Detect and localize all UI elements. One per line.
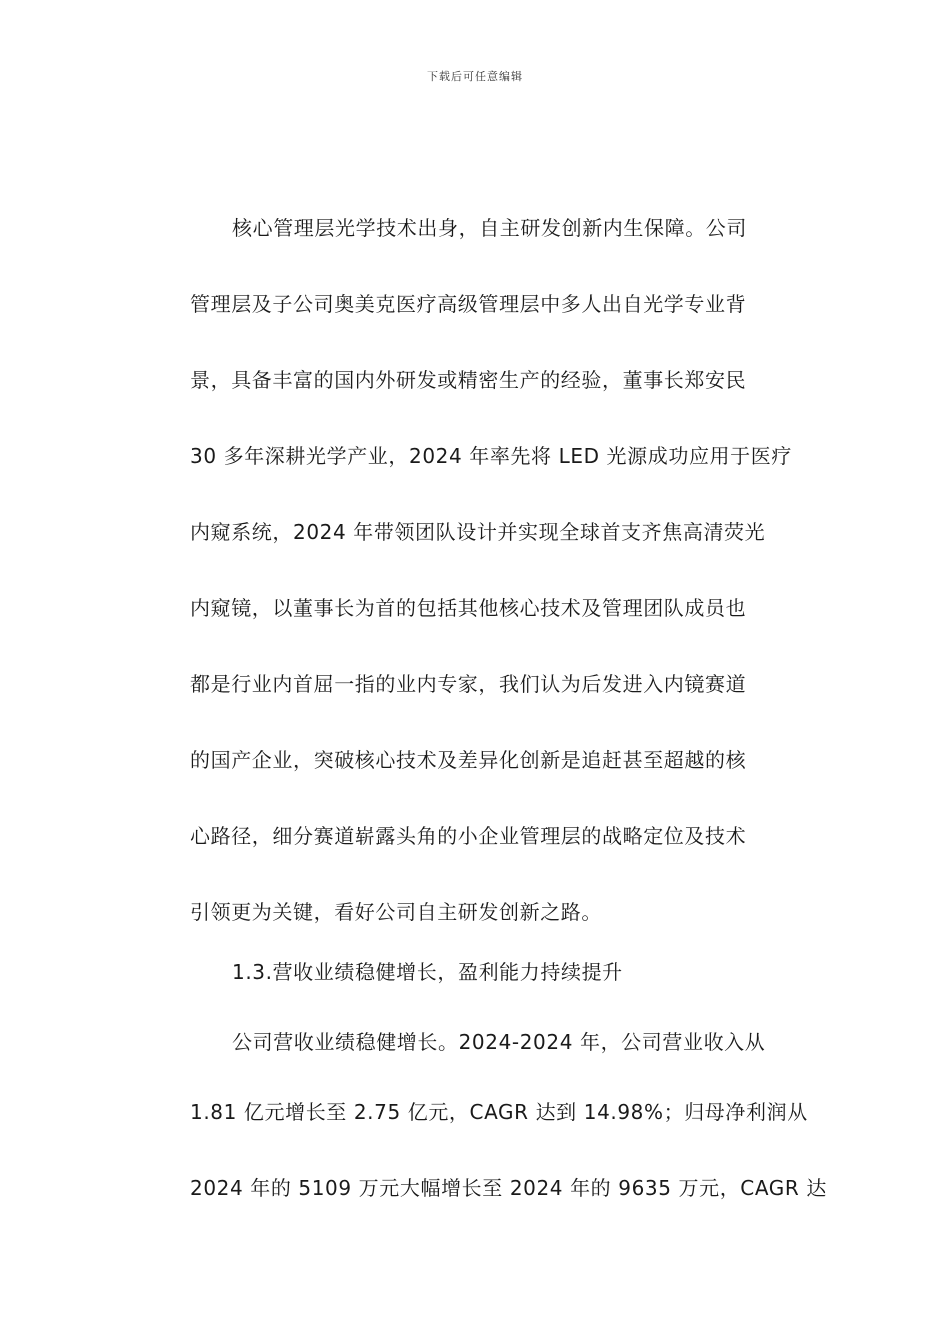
paragraph-line: 内窥系统，2024 年带领团队设计并实现全球首支齐焦高清荧光 (190, 520, 766, 544)
paragraph-line: 30 多年深耕光学产业，2024 年率先将 LED 光源成功应用于医疗 (190, 444, 792, 468)
paragraph-line: 心路径，细分赛道崭露头角的小企业管理层的战略定位及技术 (190, 824, 747, 848)
paragraph-line: 管理层及子公司奥美克医疗高级管理层中多人出自光学专业背 (190, 292, 747, 316)
paragraph-line: 引领更为关键，看好公司自主研发创新之路。 (190, 900, 602, 924)
paragraph-line: 2024 年的 5109 万元大幅增长至 2024 年的 9635 万元，CAGR 达 (190, 1176, 827, 1200)
paragraph-line: 都是行业内首屈一指的业内专家，我们认为后发进入内镜赛道 (190, 672, 747, 696)
paragraph-line: 1.81 亿元增长至 2.75 亿元，CAGR 达到 14.98%；归母净利润从 (190, 1100, 808, 1124)
paragraph-line: 核心管理层光学技术出身，自主研发创新内生保障。公司 (232, 216, 747, 240)
section-heading: 1.3.营收业绩稳健增长，盈利能力持续提升 (232, 960, 623, 984)
page-header: 下载后可任意编辑 (427, 70, 523, 83)
paragraph-line: 的国产企业，突破核心技术及差异化创新是追赶甚至超越的核 (190, 748, 747, 772)
paragraph-line: 内窥镜，以董事长为首的包括其他核心技术及管理团队成员也 (190, 596, 747, 620)
paragraph-line: 景，具备丰富的国内外研发或精密生产的经验，董事长郑安民 (190, 368, 747, 392)
paragraph-line: 公司营收业绩稳健增长。2024-2024 年，公司营业收入从 (232, 1030, 766, 1054)
